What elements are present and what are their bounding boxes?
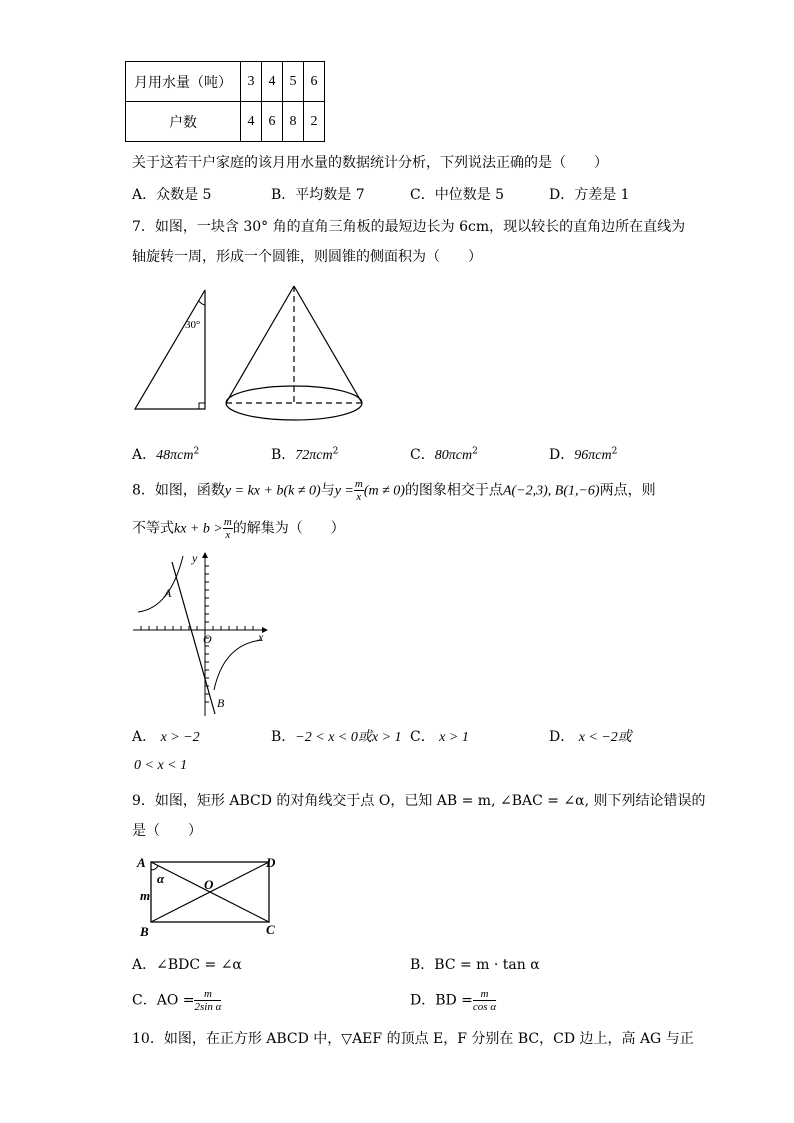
graph-label-o: O bbox=[203, 632, 212, 646]
table-header-usage: 月用水量（吨） bbox=[126, 62, 241, 102]
graph-label-x: x bbox=[258, 630, 264, 644]
q7-option-b: B．72πcm$^2$ bbox=[271, 446, 339, 463]
q9-option-d: D．BD = $\frac{m}{\text{cos α}}$ bbox=[410, 988, 497, 1013]
table-row bbox=[126, 62, 325, 102]
label-b: B bbox=[140, 924, 149, 939]
q8-stem-line1: 8．如图，函数y = kx + b(k ≠ 0)与y = $\frac{m}{x}$ (m ≠ 0)的图象相交于点A(−2,3), B(1,−6)两点，则 bbox=[132, 478, 656, 503]
q9-option-b: B．BC = m · tan α bbox=[410, 957, 540, 973]
q7-option-d: D．96πcm$^2$ bbox=[549, 446, 618, 463]
table-cell: 8 bbox=[283, 102, 304, 142]
function-graph-figure bbox=[130, 548, 270, 718]
table-cell: 2 bbox=[304, 102, 325, 142]
q6-option-b: B．平均数是 7 bbox=[271, 187, 365, 203]
q8-option-d-continued: 0 < x < 1 bbox=[134, 758, 188, 773]
q9-stem-line1: 9．如图，矩形 ABCD 的对角线交于点 O，已知 AB = m, ∠BAC = ∠α, 则下列结论错误的 bbox=[132, 793, 706, 809]
table-cell: 6 bbox=[304, 62, 325, 102]
q8-option-c: C． x > 1 bbox=[410, 729, 469, 745]
q9-option-a: A．∠BDC = ∠α bbox=[132, 957, 242, 973]
table-cell: 6 bbox=[262, 102, 283, 142]
table-cell: 4 bbox=[241, 102, 262, 142]
q7-option-c: C．80πcm$^2$ bbox=[410, 446, 478, 463]
q8-option-a: A． x > −2 bbox=[132, 729, 200, 745]
table-header-households: 户数 bbox=[126, 102, 241, 142]
q8-stem-line2: 不等式kx + b > $\frac{m}{x}$ 的解集为（ ） bbox=[132, 516, 345, 541]
table-cell: 5 bbox=[283, 62, 304, 102]
rectangle-figure bbox=[130, 852, 290, 942]
table-cell: 4 bbox=[262, 62, 283, 102]
table-cell: 3 bbox=[241, 62, 262, 102]
q6-option-d: D．方差是 1 bbox=[549, 187, 630, 203]
q7-option-a: A．48πcm$^2$ bbox=[132, 446, 200, 463]
cone-figure bbox=[222, 283, 368, 423]
q9-stem-line2: 是（ ） bbox=[132, 823, 202, 839]
q7-stem-line2: 轴旋转一周，形成一个圆锥，则圆锥的侧面积为（ ） bbox=[132, 249, 482, 265]
triangle-figure bbox=[130, 285, 215, 415]
q8-option-b: B．−2 < x < 0或x > 1 bbox=[271, 729, 402, 745]
graph-label-y: y bbox=[192, 551, 198, 565]
graph-label-b: B bbox=[217, 696, 225, 710]
fraction-m-over-x: $\frac{m}{x}$ bbox=[354, 478, 363, 503]
q8-option-d: D． x < −2或 bbox=[549, 729, 632, 745]
label-a: A bbox=[137, 855, 146, 870]
label-m: m bbox=[140, 888, 151, 903]
label-c: C bbox=[266, 922, 275, 937]
q6-option-c: C．中位数是 5 bbox=[410, 187, 505, 203]
label-alpha: α bbox=[157, 871, 165, 886]
q6-option-a: A．众数是 5 bbox=[132, 187, 212, 203]
q10-stem-line1: 10．如图，在正方形 ABCD 中，▽AEF 的顶点 E，F 分别在 BC，CD 边上，高 AG 与正 bbox=[132, 1031, 694, 1047]
q6-stem: 关于这若干户家庭的该月用水量的数据统计分析，下列说法正确的是（ ） bbox=[132, 155, 608, 171]
label-d: D bbox=[266, 855, 276, 870]
q7-stem-line1: 7．如图，一块含 30° 角的直角三角板的最短边长为 6cm，现以较长的直角边所在直线为 bbox=[132, 219, 686, 235]
label-o: O bbox=[204, 877, 214, 892]
q9-option-c: C．AO = $\frac{m}{\text{2sin α}}$ bbox=[132, 988, 222, 1013]
graph-label-a: A bbox=[164, 586, 172, 600]
table-row bbox=[126, 102, 325, 142]
water-usage-table bbox=[125, 61, 325, 142]
angle-label: 30° bbox=[185, 319, 201, 331]
fraction-m-over-x-2: $\frac{m}{x}$ bbox=[223, 516, 232, 541]
